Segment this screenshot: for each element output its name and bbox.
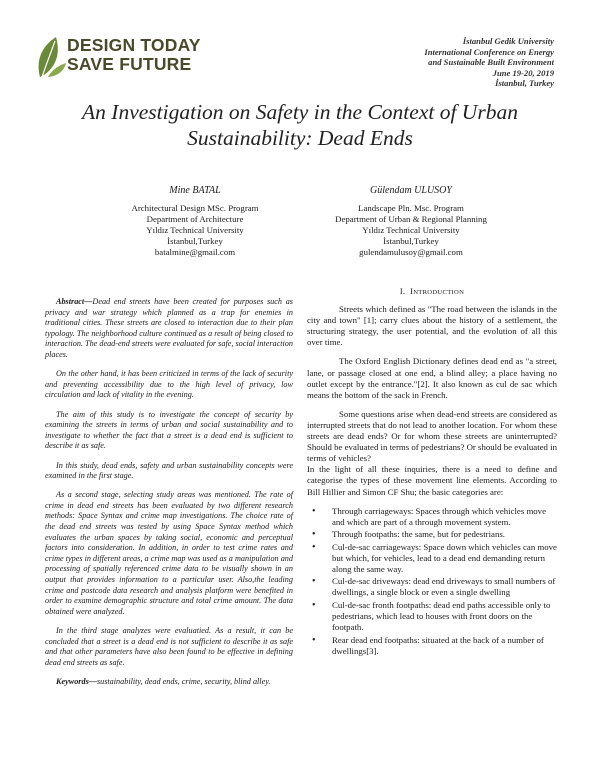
paper-title: An Investigation on Safety in the Context of Urban Sustainability: Dead Ends (82, 100, 518, 150)
abstract-paragraph: On the other hand, it has been criticized in terms of the lack of security and preventing accessibility due to the high level of privacy, low circulation and lack of vitality in the evening. (45, 369, 293, 400)
abstract-label: Abstract— (56, 297, 93, 306)
list-item: • Rear dead end footpaths: situated at the back of a number of dwellings[3]. (307, 635, 557, 657)
conference-date: June 19-20, 2019 (492, 67, 554, 78)
conference-line: İstanbul Gedik University (462, 36, 554, 46)
abstract-paragraph: In this study, dead ends, safety and urban sustainability concepts were examined in the first stage. (45, 460, 293, 481)
section-heading (307, 286, 557, 298)
abstract-paragraph: In the third stage analyzes were evaluatied. As a result, it can be concluded that a street is a dead end is not sufficient to describe it as safe and that other parameters have also been found to be effective in defining dead end streets as safe. (45, 626, 293, 667)
author-city: İstanbul,Turkey (167, 236, 223, 246)
section-number: I. (399, 287, 406, 296)
logo-line-1: DESIGN TODAY (67, 35, 201, 55)
author-email: gulendamulusoy@gmail.com (359, 247, 463, 257)
list-item: • Through carriageways: Spaces through which vehicles move and which are part of a through movement system. (307, 506, 557, 528)
conference-location: İstanbul, Turkey (495, 78, 554, 88)
conference-line: International Conference on Energy (424, 46, 554, 57)
abstract-paragraph: The aim of this study is to investigate the concept of security by examining the streets in terms of urban and social sustainability and to investigate to whether the fact that a street is a dead end is sufficient to describe it as safe. (45, 409, 293, 451)
conference-logo (34, 33, 201, 85)
author-city: İstanbul,Turkey (383, 236, 439, 246)
intro-paragraph: In the light of all these inquiries, there is a need to define and categorise the types of these movement line elements. According to Bill Hillier and Simon CF Shu; the basic categories are: (307, 464, 557, 497)
category-list (307, 506, 557, 657)
conference-line: and Sustainable Built Environment (428, 57, 554, 67)
keywords-text: sustainability, dead ends, crime, security, blind alley. (96, 676, 271, 686)
conference-info (424, 36, 554, 89)
author-block-1 (100, 185, 290, 258)
abstract-paragraph: As a second stage, selecting study areas was mentioned. The rate of crime in dead end streets has been evaluated by two different research methods: Space Syntax and crime map investigations. The choice rate of the dead end streets was tested by using Space Syntax method which evaluates the urban spaces by taking social, economic and perceptual factors into consideration. In addition, in order to test crime rates and crime types in different areas, a crime map was used as a manipulation and processing of spatially referenced crime data to be visually shown in an output that provides information to a particular user. Also,the leading crime and postcode data research and analysis platform were benefited in order to examine demographic structure and total crime amount. The data obtained were analyzed. (45, 490, 293, 616)
list-item: • Through footpaths: the same, but for pedestrians. (307, 529, 557, 540)
author-department: Department of Urban & Regional Planning (335, 214, 487, 224)
author-department: Department of Architecture (146, 214, 244, 224)
section-title-rest: NTRODUCTION (413, 289, 465, 296)
abstract-column (45, 297, 293, 696)
author-name: Mine BATAL (169, 185, 221, 196)
list-item: • Cul-de-sac carriageways: Space down which vehicles can move but which, for vehicles, lead to a dead end demanding return along the same way. (307, 542, 557, 575)
abstract-text: Dead end streets have been created for purposes such as privacy and war strategy which planned as a trap for enemies in traditional cities. These streets are closed to interaction due to their plan typology. The neighborhood culture continued as a result of being closed to interaction. The dead-end streets were evaluated for safe, social interaction places. (45, 297, 293, 359)
author-university: Yıldız Technical University (362, 225, 460, 235)
author-email: batalmine@gmail.com (154, 247, 236, 257)
intro-paragraph: Streets which defined as "The road between the islands in the city and town" [1]; carry clues about the history of a settlement, the structuring strategy, the user potential, and the evolution of all this over time. (307, 304, 557, 348)
keywords-label: Keywords— (56, 676, 97, 686)
intro-paragraph: The Oxford English Dictionary defines dead end as "a street, lane, or passage closed at one end, a blind alley; a place having no outlet except by the entrance."[2]. It also known as cul de sac which means the bottom of the sack in French. (307, 356, 557, 400)
abstract-paragraph (45, 297, 293, 361)
intro-paragraph: Some questions arise when dead-end streets are considered as interrupted streets that do not lead to another location. For whom these streets are dead ends? Or for whom these streets are uninterrupted? Should be evaluated in terms of pedestrians? Or should be evaluated in terms of vehicles? (307, 408, 557, 464)
section-title-initial: I (410, 287, 414, 296)
list-item: • Cul-de-sac driveways: dead end driveways to small numbers of dwellings, a single block or even a single dwelling (307, 576, 557, 598)
keywords-paragraph (45, 677, 293, 688)
author-program: Landscape Pln. Msc. Program (358, 203, 464, 213)
introduction-column (307, 286, 557, 658)
author-program: Architectural Design MSc. Program (131, 203, 259, 213)
logo-line-2: SAVE FUTURE (67, 54, 192, 74)
author-university: Yıldız Technical University (146, 225, 244, 235)
leaf-icon (34, 33, 68, 81)
author-block-2 (316, 185, 506, 258)
list-item: • Cul-de-sac fronth footpaths: dead end paths accessible only to pedestrians, which lead to houses with front doors on the footpath. (307, 600, 557, 633)
author-name: Gülendam ULUSOY (370, 185, 452, 196)
